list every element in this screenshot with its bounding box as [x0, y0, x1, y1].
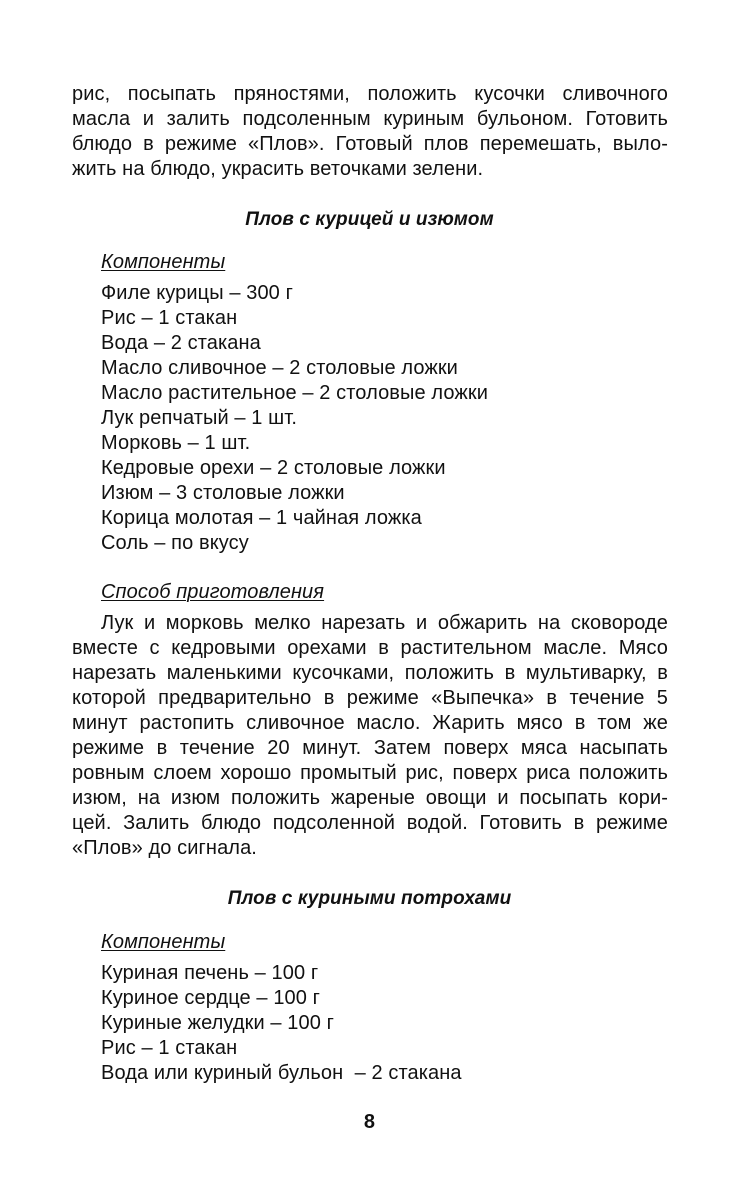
method-line: цей. Залить блюдо подсоленной водой. Готовить в режиме — [72, 812, 668, 834]
intro-line: блюдо в режиме «Плов». Готовый плов перемешать, выло- — [72, 133, 668, 155]
ingredient-item: Вода или куриный бульон – 2 стакана — [101, 1062, 462, 1084]
method-heading: Способ приготовления — [101, 581, 325, 603]
method-line: «Плов» до сигнала. — [72, 837, 257, 859]
intro-line: рис, посыпать пряностями, положить кусочки сливочного — [72, 83, 668, 105]
ingredient-item: Куриное сердце – 100 г — [101, 987, 321, 1009]
ingredient-item: Филе курицы – 300 г — [101, 282, 293, 304]
method-line: режиме в течение 20 минут. Затем поверх мяса насыпать — [72, 737, 668, 759]
page-number: 8 — [363, 1111, 376, 1133]
ingredient-item: Куриная печень – 100 г — [101, 962, 319, 984]
ingredient-item: Кедровые орехи – 2 столовые ложки — [101, 457, 446, 479]
intro-line: жить на блюдо, украсить веточками зелени. — [72, 158, 484, 180]
recipe-title: Плов с курицей и изюмом — [245, 209, 494, 230]
method-line: нарезать маленькими кусочками, положить в мультиварку, в — [72, 662, 668, 684]
recipe-title: Плов с куриными потрохами — [227, 888, 512, 909]
method-line: которой предварительно в режиме «Выпечка» в течение 5 — [72, 687, 668, 709]
ingredient-item: Куриные желудки – 100 г — [101, 1012, 335, 1034]
method-line: минут растопить сливочное масло. Жарить мясо в том же — [72, 712, 668, 734]
ingredient-item: Морковь – 1 шт. — [101, 432, 251, 454]
ingredient-item: Изюм – 3 столовые ложки — [101, 482, 345, 504]
ingredient-item: Масло растительное – 2 столовые ложки — [101, 382, 488, 404]
ingredient-item: Вода – 2 стакана — [101, 332, 261, 354]
components-heading: Компоненты — [101, 931, 226, 953]
ingredient-item: Соль – по вкусу — [101, 532, 249, 554]
ingredient-item: Рис – 1 стакан — [101, 307, 238, 329]
components-heading: Компоненты — [101, 251, 226, 273]
method-line: Лук и морковь мелко нарезать и обжарить на сковороде — [101, 612, 668, 634]
method-line: изюм, на изюм положить жареные овощи и посыпать кори- — [72, 787, 668, 809]
method-line: вместе с кедровыми орехами в растительном масле. Мясо — [72, 637, 668, 659]
method-line: ровным слоем хорошо промытый рис, поверх риса положить — [72, 762, 668, 784]
ingredient-item: Рис – 1 стакан — [101, 1037, 238, 1059]
intro-line: масла и залить подсоленным куриным бульоном. Готовить — [72, 108, 668, 130]
ingredient-item: Корица молотая – 1 чайная ложка — [101, 507, 422, 529]
ingredient-item: Лук репчатый – 1 шт. — [101, 407, 298, 429]
ingredient-item: Масло сливочное – 2 столовые ложки — [101, 357, 458, 379]
